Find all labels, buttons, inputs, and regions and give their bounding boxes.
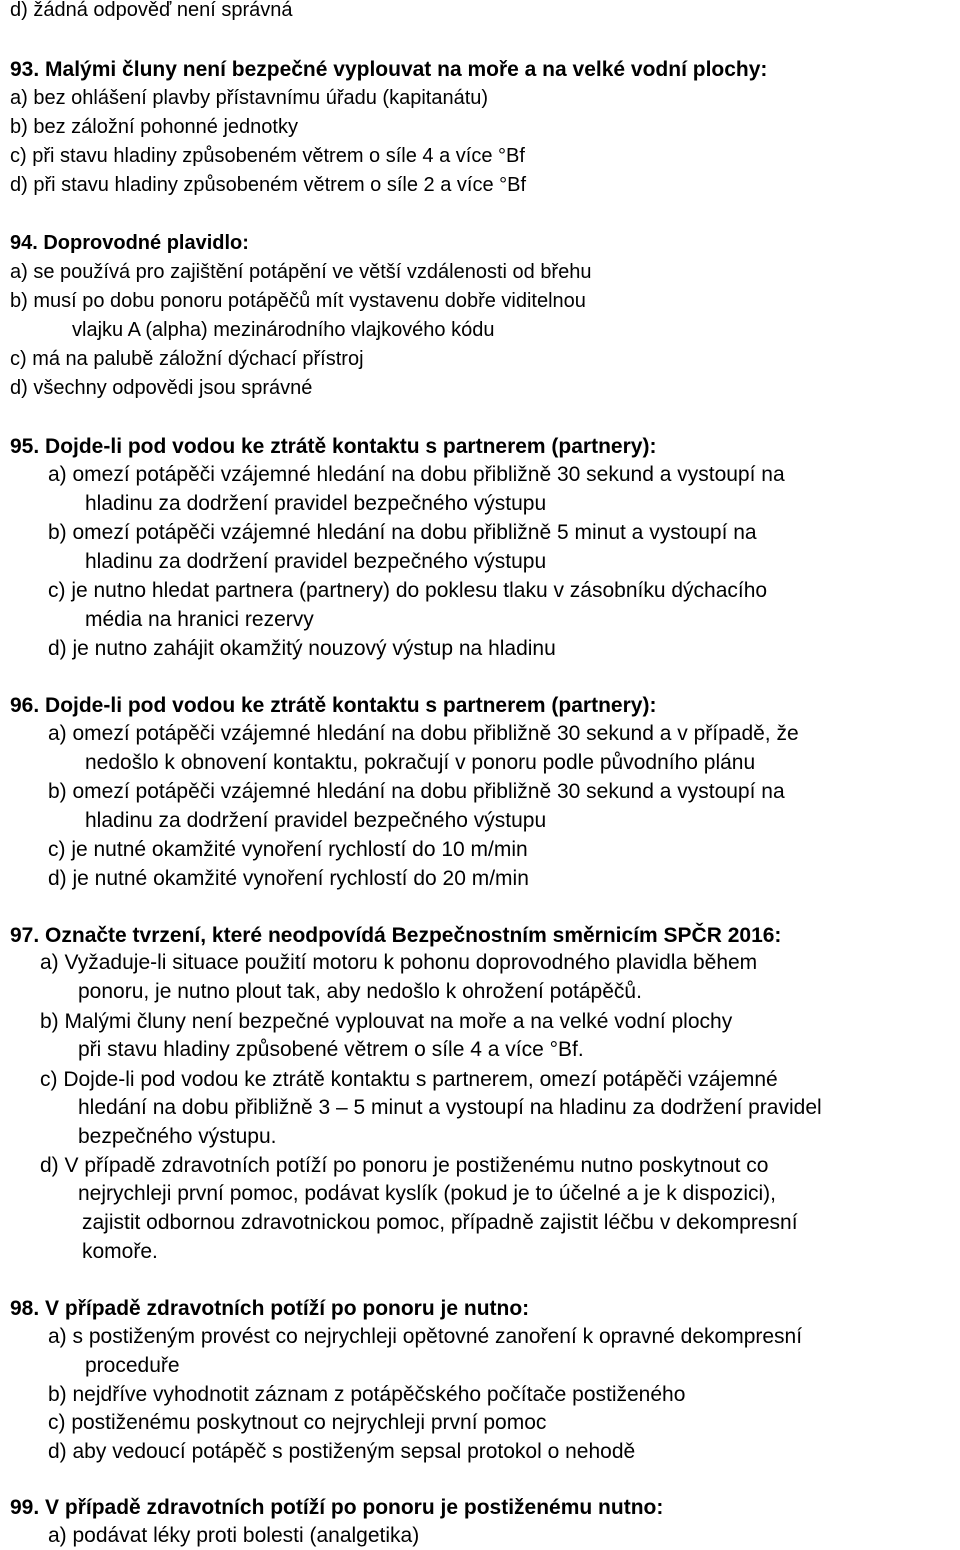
text-line: b) nejdříve vyhodnotit záznam z potápěčského počítače postiženého (48, 1383, 686, 1406)
text-line: c) má na palubě záložní dýchací přístroj (10, 348, 364, 370)
text-line: hladinu za dodržení pravidel bezpečného výstupu (85, 809, 547, 832)
text-line: hladinu za dodržení pravidel bezpečného výstupu (85, 492, 547, 515)
question-heading: 96. Dojde-li pod vodou ke ztrátě kontaktu s partnerem (partnery): (10, 694, 657, 717)
text-line: komoře. (82, 1240, 158, 1263)
text-line: a) bez ohlášení plavby přístavnímu úřadu (kapitanátu) (10, 87, 489, 109)
text-line: a) s postiženým provést co nejrychleji opětovné zanoření k opravné dekompresní (48, 1325, 803, 1348)
text-line: hladinu za dodržení pravidel bezpečného výstupu (85, 550, 547, 573)
text-line: nejrychleji první pomoc, podávat kyslík (pokud je to účelné a je k dispozici), (78, 1182, 777, 1205)
text-line: d) všechny odpovědi jsou správné (10, 377, 313, 399)
question-heading: 97. Označte tvrzení, které neodpovídá Bezpečnostním směrnicím SPČR 2016: (10, 924, 782, 947)
question-heading: 98. V případě zdravotních potíží po ponoru je nutno: (10, 1297, 530, 1320)
text-line: vlajku A (alpha) mezinárodního vlajkového kódu (72, 319, 495, 341)
text-line: při stavu hladiny způsobené větrem o síle 4 a více °Bf. (78, 1038, 584, 1061)
text-line: a) omezí potápěči vzájemné hledání na dobu přibližně 30 sekund a v případě, že (48, 722, 799, 745)
text-line: b) omezí potápěči vzájemné hledání na dobu přibližně 30 sekund a vystoupí na (48, 780, 785, 803)
text-line: proceduře (85, 1354, 180, 1377)
text-line: c) je nutné okamžité vynoření rychlostí do 10 m/min (48, 838, 528, 861)
text-line: c) Dojde-li pod vodou ke ztrátě kontaktu s partnerem, omezí potápěči vzájemné (40, 1068, 778, 1091)
text-line: b) musí po dobu ponoru potápěčů mít vystavenu dobře viditelnou (10, 290, 586, 312)
text-line: d) žádná odpověď není správná (10, 0, 293, 21)
text-line: c) je nutno hledat partnera (partnery) do poklesu tlaku v zásobníku dýchacího (48, 579, 768, 602)
text-line: b) omezí potápěči vzájemné hledání na dobu přibližně 5 minut a vystoupí na (48, 521, 757, 544)
text-line: bezpečného výstupu. (78, 1125, 277, 1148)
question-heading: 99. V případě zdravotních potíží po ponoru je postiženému nutno: (10, 1496, 664, 1519)
text-line: d) je nutné okamžité vynoření rychlostí do 20 m/min (48, 867, 529, 890)
text-line: d) je nutno zahájit okamžitý nouzový výstup na hladinu (48, 637, 556, 660)
text-line: d) při stavu hladiny způsobeném větrem o síle 2 a více °Bf (10, 174, 527, 196)
text-line: zajistit odbornou zdravotnickou pomoc, případně zajistit léčbu v dekompresní (82, 1211, 798, 1234)
text-line: média na hranici rezervy (85, 608, 314, 631)
text-line: a) se používá pro zajištění potápění ve větší vzdálenosti od břehu (10, 261, 592, 283)
question-heading: 95. Dojde-li pod vodou ke ztrátě kontaktu s partnerem (partnery): (10, 435, 657, 458)
text-line: a) podávat léky proti bolesti (analgetika) (48, 1524, 420, 1547)
text-line: d) aby vedoucí potápěč s postiženým sepsal protokol o nehodě (48, 1440, 636, 1463)
text-line: c) při stavu hladiny způsobeném větrem o síle 4 a více °Bf (10, 145, 525, 167)
text-line: b) bez záložní pohonné jednotky (10, 116, 298, 138)
question-heading: 93. Malými čluny není bezpečné vyplouvat na moře a na velké vodní plochy: (10, 58, 768, 81)
text-line: a) Vyžaduje-li situace použití motoru k pohonu doprovodného plavidla během (40, 951, 758, 974)
text-line: c) postiženému poskytnout co nejrychleji první pomoc (48, 1411, 547, 1434)
text-line: d) V případě zdravotních potíží po ponoru je postiženému nutno poskytnout co (40, 1154, 769, 1177)
text-line: nedošlo k obnovení kontaktu, pokračují v ponoru podle původního plánu (85, 751, 756, 774)
question-heading: 94. Doprovodné plavidlo: (10, 232, 249, 254)
text-line: hledání na dobu přibližně 3 – 5 minut a vystoupí na hladinu za dodržení pravidel (78, 1096, 822, 1119)
text-line: b) Malými čluny není bezpečné vyplouvat na moře a na velké vodní plochy (40, 1010, 733, 1033)
text-line: a) omezí potápěči vzájemné hledání na dobu přibližně 30 sekund a vystoupí na (48, 463, 785, 486)
text-line: ponoru, je nutno plout tak, aby nedošlo k ohrožení potápěčů. (78, 980, 642, 1003)
